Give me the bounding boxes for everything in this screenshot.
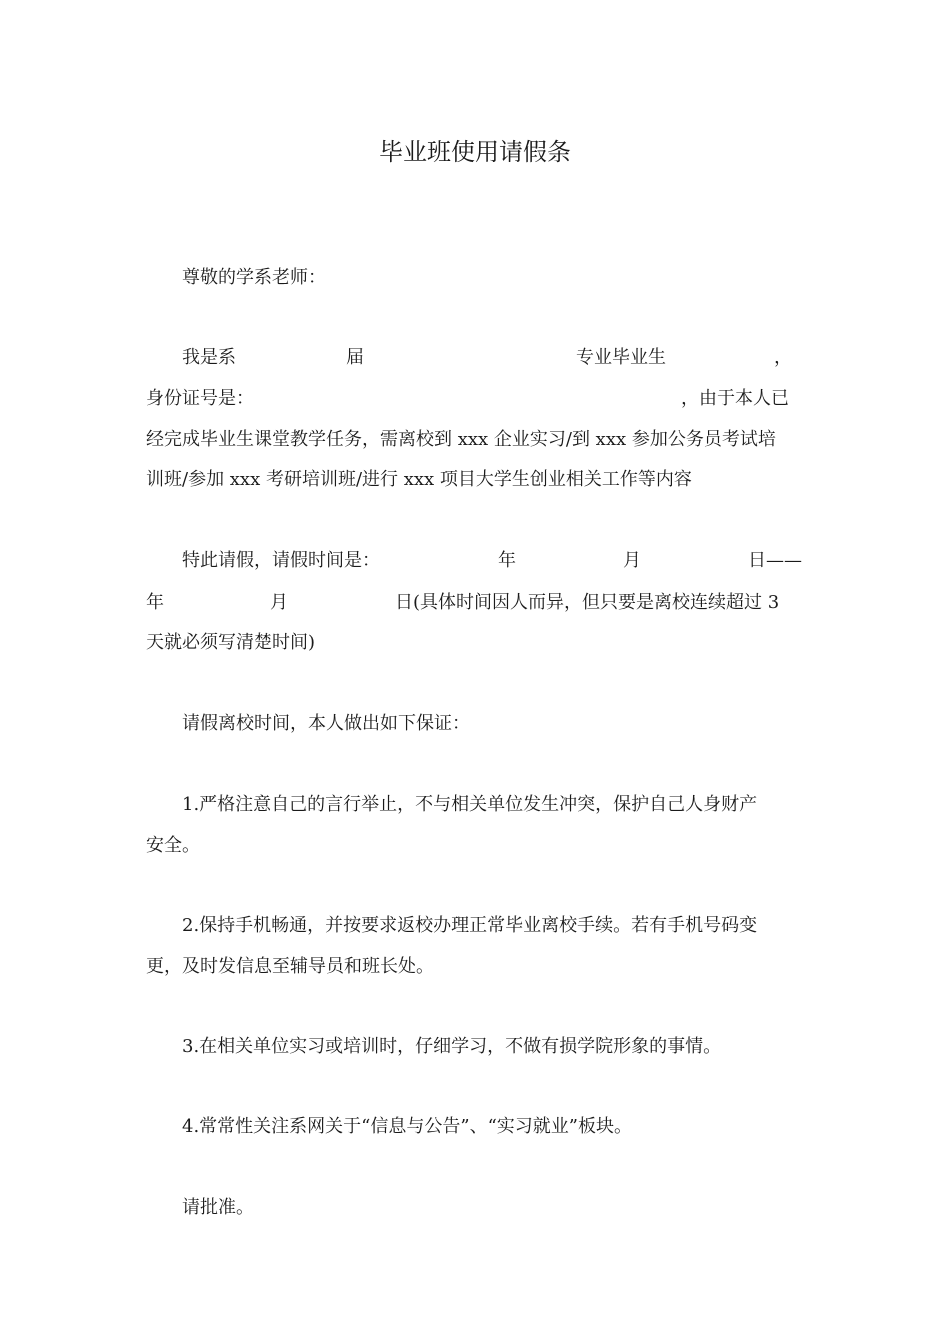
leave-time-text: 月	[623, 550, 641, 571]
leave-time-text: 特此请假，请假时间是：	[182, 550, 380, 571]
pledge-item: 3.在相关单位实习或培训时，仔细学习，不做有损学院形象的事情。	[182, 1036, 722, 1057]
intro-text: 我是系	[182, 347, 236, 368]
pledge-intro: 请假离校时间，本人做出如下保证：	[182, 713, 470, 734]
intro-text: 身份证号是：	[146, 388, 254, 409]
closing: 请批准。	[182, 1197, 254, 1218]
pledge-item: 更，及时发信息至辅导员和班长处。	[146, 956, 434, 977]
pledge-item: 1.严格注意自己的言行举止，不与相关单位发生冲突，保护自己人身财产	[182, 794, 758, 815]
leave-time-text: 天就必须写清楚时间)	[146, 632, 316, 653]
intro-text: ，	[774, 347, 792, 368]
intro-text: 训班/参加 xxx 考研培训班/进行 xxx 项目大学生创业相关工作等内容	[146, 469, 692, 490]
leave-time-text: 年	[146, 592, 164, 613]
salutation: 尊敬的学系老师：	[182, 267, 326, 288]
pledge-item: 4.常常性关注系网关于“信息与公告”、“实习就业”板块。	[182, 1116, 632, 1137]
intro-text: 经完成毕业生课堂教学任务，需离校到 xxx 企业实习/到 xxx 参加公务员考试培	[146, 429, 776, 450]
intro-text: ，由于本人已	[681, 388, 789, 409]
leave-time-text: 日(具体时间因人而异，但只要是离校连续超过 3	[395, 592, 780, 613]
pledge-item: 安全。	[146, 835, 200, 856]
intro-text: 专业毕业生	[576, 347, 666, 368]
pledge-item: 2.保持手机畅通，并按要求返校办理正常毕业离校手续。若有手机号码变	[182, 915, 758, 936]
leave-time-text: 日——	[748, 550, 802, 571]
document-title: 毕业班使用请假条	[379, 138, 571, 166]
intro-text: 届	[346, 347, 364, 368]
leave-time-text: 年	[498, 550, 516, 571]
leave-time-text: 月	[270, 592, 288, 613]
